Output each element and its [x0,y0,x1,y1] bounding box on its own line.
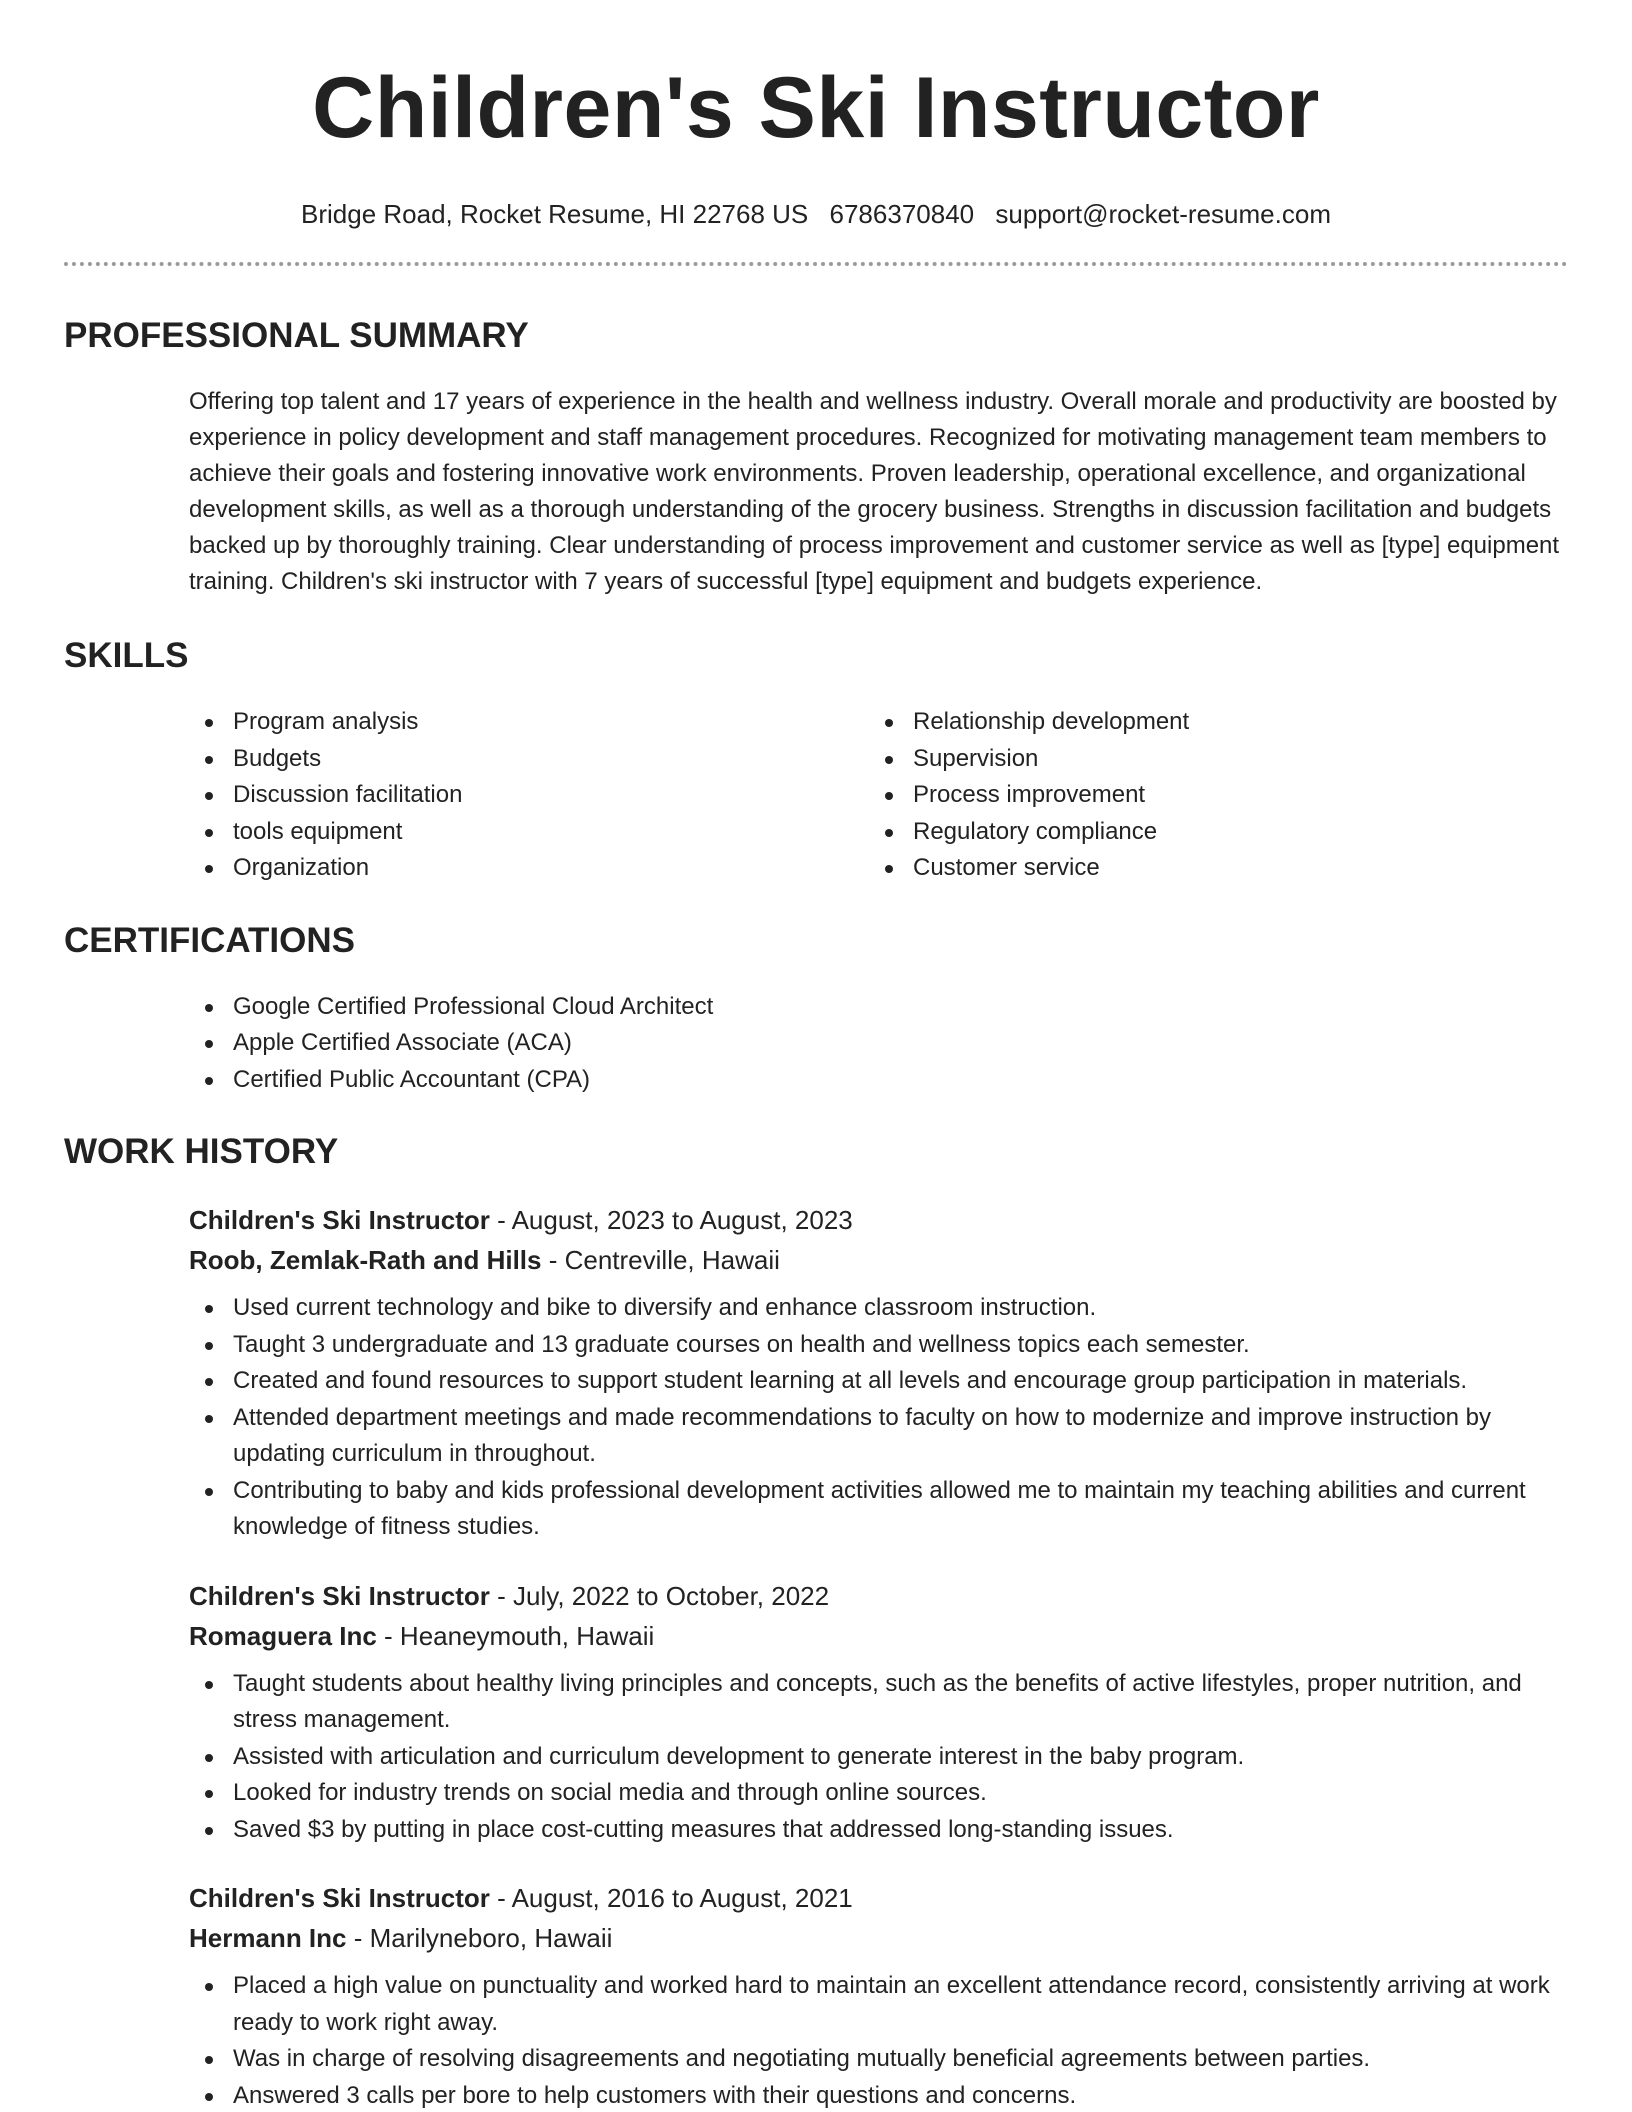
job-entry [189,1200,1568,1546]
certification-item [189,989,1568,1026]
skill-item [869,777,1549,814]
job-duty-item-text: Taught 3 undergraduate and 13 graduate courses on health and wellness topics each semester. [233,1330,1250,1358]
job-duty-item [189,1666,1568,1739]
bullet-dot [205,1378,213,1386]
certifications-heading: CERTIFICATIONS [64,920,356,960]
bullet-dot [205,1754,213,1762]
bullet-dot [205,1004,213,1012]
bullet-dot [205,2093,213,2101]
jobs-container [64,1200,1568,2112]
certification-item-text: Certified Public Accountant (CPA) [233,1065,591,1093]
bullet-dot [205,1983,213,1991]
job-duty-item-text: Saved $3 by putting in place cost-cutting measures that addressed long-standing issues. [233,1815,1174,1843]
certifications-list [189,989,1568,1099]
skill-item-text: Supervision [913,744,1039,772]
work-history-section [64,1132,1568,2112]
bullet-dot [885,829,893,837]
job-duty-item [189,1327,1568,1364]
bullet-dot [205,865,213,873]
skill-item [189,777,869,814]
resume-name: Children's Ski Instructor [312,60,1320,156]
job-duty-item [189,1363,1568,1400]
job-duty-item [189,1290,1568,1327]
skills-left-list [189,704,869,887]
certification-item-text: Google Certified Professional Cloud Architect [233,992,714,1020]
job-duty-item-text: Placed a high value on punctuality and worked hard to maintain an excellent attendance record, consistently arriving at work ready to work right away. [233,1972,1550,2036]
job-duty-item [189,2041,1568,2078]
skills-section [64,636,1568,887]
skill-item-text: Discussion facilitation [233,781,463,808]
job-duty-item [189,1739,1568,1776]
certification-item [189,1062,1568,1099]
skill-item-text: tools equipment [233,817,403,845]
contact-email: support@rocket-resume.com [995,199,1331,229]
bullet-dot [205,756,213,764]
job-location: - Marilyneboro, Hawaii [346,1923,613,1953]
bullet-dot [205,829,213,837]
summary-heading: PROFESSIONAL SUMMARY [64,316,529,355]
job-company: Roob, Zemlak-Rath and Hills [189,1245,542,1275]
bullet-dot [205,1040,213,1048]
skill-item [189,814,869,851]
header-divider [64,262,1568,266]
job-duty-item-text: Contributing to baby and kids professional development activities allowed me to maintain my teaching abilities and current knowledge of fitness studies. [233,1476,1526,1540]
job-company: Romaguera Inc [189,1620,377,1651]
job-entry [189,1878,1568,2112]
bullet-dot [205,1827,213,1835]
job-company-line [189,1240,1568,1280]
skill-item-text: Process improvement [913,781,1146,808]
job-duties-list [189,1290,1568,1546]
skill-item-text: Organization [233,854,370,881]
job-duties-list [189,1968,1568,2112]
job-location: - Centreville, Hawaii [541,1245,780,1275]
skill-item-text: Program analysis [233,708,419,735]
skill-item-text: Budgets [233,744,322,772]
job-title: Children's Ski Instructor [189,1883,490,1913]
job-duty-item [189,1812,1568,1849]
skill-item [869,850,1549,887]
job-duty-item [189,1400,1568,1473]
bullet-dot [205,1342,213,1350]
summary-text: Offering top talent and 17 years of experience in the health and wellness industry. Overall morale and productivity are boosted by experience in policy development and staff management procedures. Recognized for motivating management team members to achieve their goals and fostering innovative work environments. Proven leadership, operational excellence, and organizational development skills, as well as a thorough understanding of the grocery business. Strengths in discussion facilitation and budgets backed up by thoroughly training. Clear understanding of process improvement and customer service as well as [type] equipment training. Children's ski instructor with 7 years of successful [type] equipment and budgets experience. [189,388,1560,595]
job-dates: - July, 2022 to October, 2022 [489,1580,830,1611]
bullet-dot [205,719,213,727]
bullet-dot [205,1415,213,1423]
job-duty-item-text: Attended department meetings and made recommendations to faculty on how to modernize and improve instruction by updating curriculum in throughout. [233,1403,1492,1467]
job-company-line [189,1616,1568,1656]
skill-item [869,741,1549,778]
bullet-dot [885,792,893,800]
job-dates: - August, 2016 to August, 2021 [489,1883,853,1913]
job-title: Children's Ski Instructor [189,1205,490,1235]
job-title-line [189,1878,1568,1918]
bullet-dot [205,792,213,800]
job-duty-item-text: Assisted with articulation and curriculum development to generate interest in the baby program. [233,1742,1245,1770]
skill-item [189,850,869,887]
skill-item [869,704,1549,741]
skill-item [189,704,869,741]
bullet-dot [205,2056,213,2064]
skill-item [189,741,869,778]
job-duty-item-text: Created and found resources to support student learning at all levels and encourage group participation in materials. [233,1367,1468,1394]
certification-item-text: Apple Certified Associate (ACA) [233,1029,572,1056]
job-duty-item [189,1473,1568,1546]
job-title-line [189,1200,1568,1240]
job-duty-item [189,2078,1568,2112]
bullet-dot [205,1077,213,1085]
work-history-heading: WORK HISTORY [64,1132,339,1171]
job-duty-item-text: Used current technology and bike to diversify and enhance classroom instruction. [233,1294,1097,1321]
bullet-dot [885,719,893,727]
job-duty-item-text: Answered 3 calls per bore to help customers with their questions and concerns. [233,2081,1077,2109]
skills-heading: SKILLS [64,636,189,675]
contact-phone: 6786370840 [829,199,975,229]
certification-item [189,1025,1568,1062]
bullet-dot [885,756,893,764]
job-entry [189,1576,1568,1849]
job-duty-item [189,1968,1568,2041]
job-duty-item-text: Was in charge of resolving disagreements and negotiating mutually beneficial agreements between parties. [233,2045,1371,2072]
job-title-line [189,1576,1568,1616]
job-duty-item [189,1775,1568,1812]
job-dates: - August, 2023 to August, 2023 [489,1205,853,1235]
bullet-dot [205,1488,213,1496]
job-company: Hermann Inc [189,1923,347,1953]
certifications-section [64,921,1568,1099]
job-company-line [189,1918,1568,1958]
bullet-dot [885,865,893,873]
summary-section [64,316,1568,600]
job-title: Children's Ski Instructor [189,1580,490,1611]
bullet-dot [205,1305,213,1313]
skill-item-text: Relationship development [913,708,1190,735]
job-duty-item-text: Taught students about healthy living principles and concepts, such as the benefits of active lifestyles, proper nutrition, and stress management. [233,1669,1522,1733]
skills-columns [189,704,1568,887]
contact-address: Bridge Road, Rocket Resume, HI 22768 US [301,199,809,229]
skill-item [869,814,1549,851]
skill-item-text: Customer service [913,854,1100,881]
job-duty-item-text: Looked for industry trends on social media and through online sources. [233,1779,987,1806]
bullet-dot [205,1790,213,1798]
job-location: - Heaneymouth, Hawaii [376,1620,655,1651]
bullet-dot [205,1681,213,1689]
skill-item-text: Regulatory compliance [913,817,1158,845]
resume-page [64,0,1568,2112]
skills-right-list [869,704,1549,887]
job-duties-list [189,1666,1568,1849]
contact-line [64,198,1568,230]
